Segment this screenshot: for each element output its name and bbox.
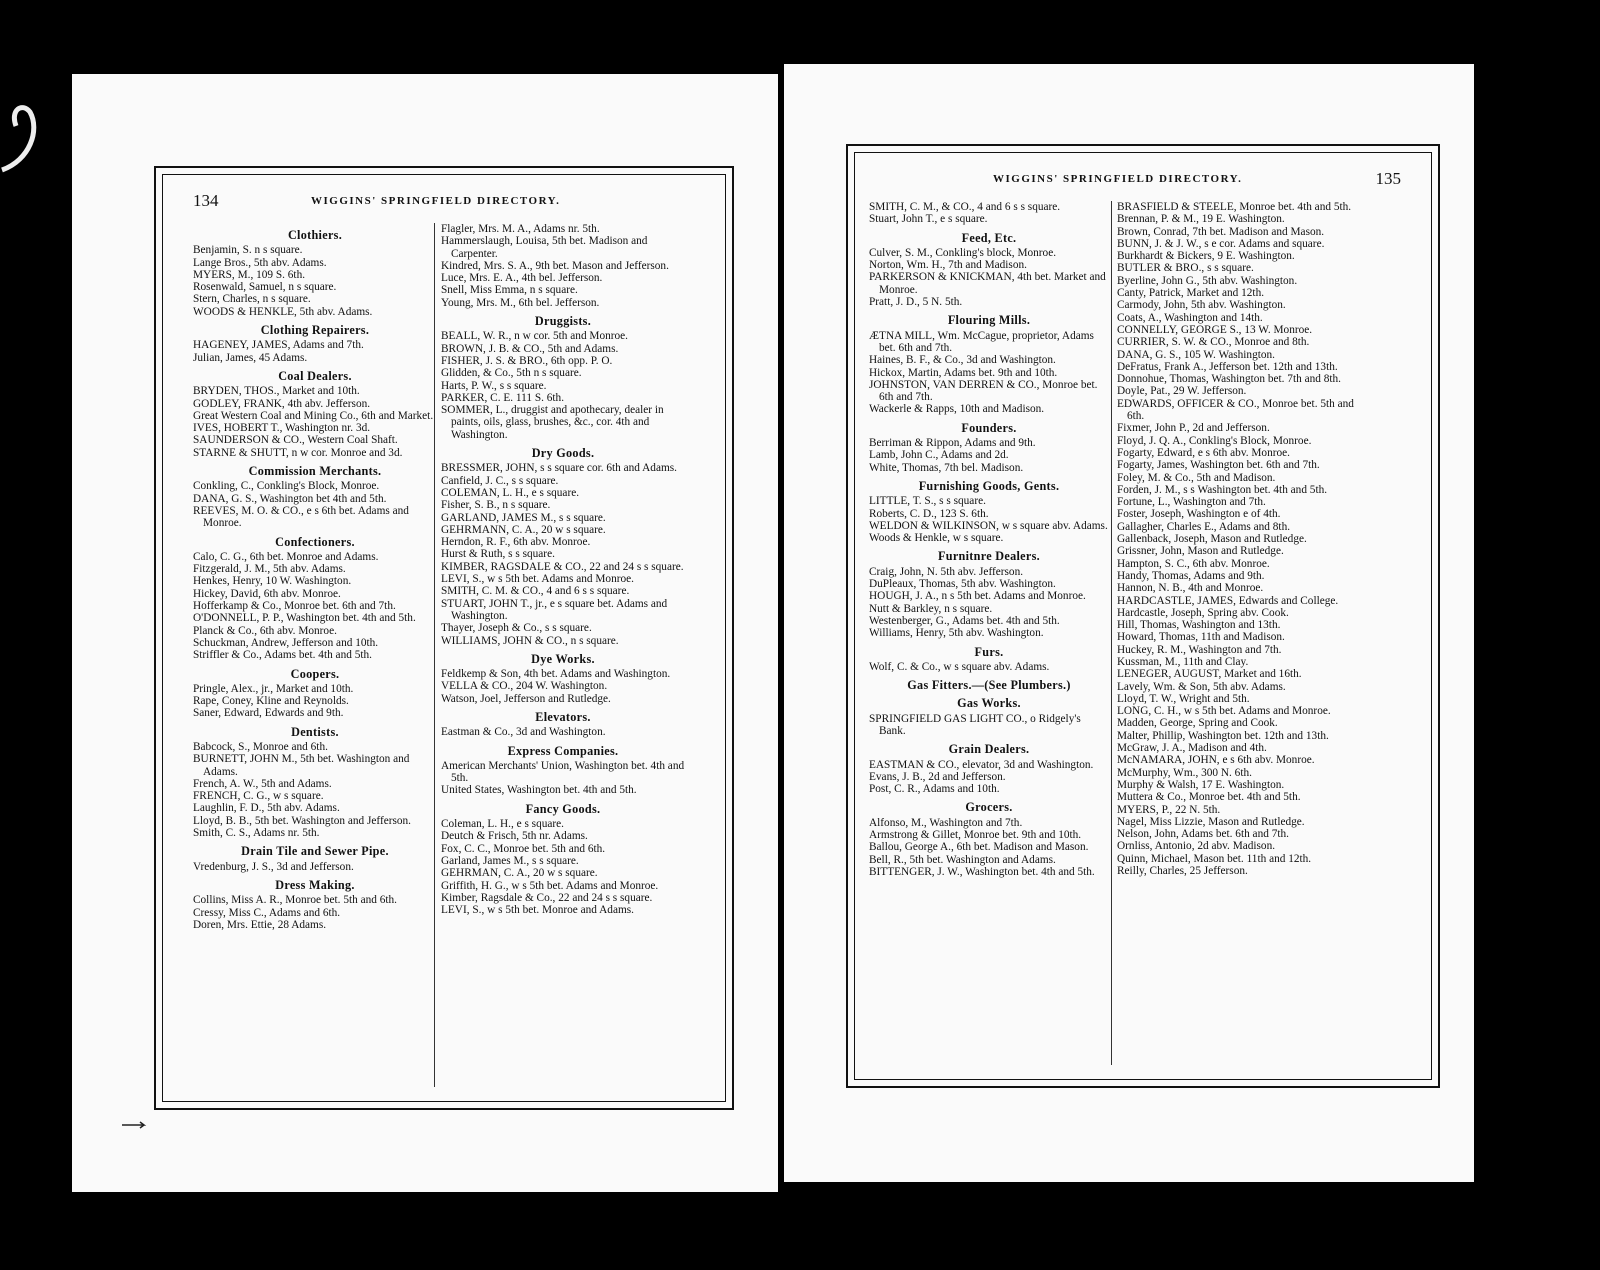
section-heading: Confectioners.: [275, 534, 355, 549]
directory-entry: Nelson, John, Adams bet. 6th and 7th.: [1117, 828, 1289, 841]
directory-entry: Hill, Thomas, Washington and 13th.: [1117, 619, 1281, 632]
directory-entry: Burkhardt & Bickers, 9 E. Washington.: [1117, 250, 1295, 263]
directory-entry: Westenberger, G., Adams bet. 4th and 5th.: [869, 614, 1060, 627]
directory-entry: Armstrong & Gillet, Monroe bet. 9th and 10th.: [869, 829, 1082, 842]
directory-entry: CONNELLY, GEORGE S., 13 W. Monroe.: [1117, 323, 1313, 336]
directory-entry: Planck & Co., 6th abv. Monroe.: [193, 624, 337, 637]
directory-entry: French, A. W., 5th and Adams.: [193, 777, 332, 790]
directory-entry: Harts, P. W., s s square.: [441, 379, 547, 392]
left-page-column-2: [441, 223, 685, 916]
directory-entry: SOMMER, L., druggist and apothecary, dealer in paints, oils, glass, brushes, &c., cor. 4th and Washington.: [441, 404, 664, 441]
directory-entry: Griffith, H. G., w s 5th bet. Adams and Monroe.: [441, 879, 659, 892]
directory-entry: Grissner, John, Mason and Rutledge.: [1117, 545, 1284, 558]
directory-entry: SAUNDERSON & CO., Western Coal Shaft.: [193, 434, 398, 447]
section-heading: Furnitnre Dealers.: [938, 549, 1040, 564]
directory-entry: Calo, C. G., 6th bet. Monroe and Adams.: [193, 550, 379, 563]
directory-entry: MYERS, M., 109 S. 6th.: [193, 268, 306, 281]
directory-entry: DANA, G. S., Washington bet 4th and 5th.: [193, 492, 387, 505]
section-heading: Furs.: [974, 644, 1004, 659]
directory-entry: American Merchants' Union, Washington bet. 4th and 5th.: [441, 759, 685, 785]
directory-entry: Julian, James, 45 Adams.: [193, 351, 308, 364]
directory-entry: Gallagher, Charles E., Adams and 8th.: [1117, 520, 1291, 533]
directory-entry: LEVI, S., w s 5th bet. Adams and Monroe.: [441, 573, 634, 586]
directory-entry: Kimber, Ragsdale & Co., 22 and 24 s s square.: [441, 891, 653, 904]
directory-entry: Great Western Coal and Mining Co., 6th and Market.: [193, 409, 434, 422]
section-heading: Coopers.: [290, 666, 340, 681]
directory-entry: Coleman, L. H., e s square.: [441, 818, 564, 831]
section-heading: Express Companies.: [507, 743, 619, 758]
directory-entry: Garland, James M., s s square.: [441, 854, 579, 867]
directory-entry: Rosenwald, Samuel, n s square.: [193, 281, 337, 294]
directory-entry: Young, Mrs. M., 6th bel. Jefferson.: [441, 296, 600, 309]
right-page-column-2: [1117, 201, 1363, 877]
directory-entry: Haines, B. F., & Co., 3d and Washington.: [869, 354, 1056, 367]
directory-entry: DuPleaux, Thomas, 5th abv. Washington.: [869, 578, 1056, 591]
section-heading: Elevators.: [535, 709, 591, 724]
directory-entry: BRASFIELD & STEELE, Monroe bet. 4th and 5th.: [1117, 201, 1352, 213]
directory-entry: Deutch & Frisch, 5th nr. Adams.: [441, 830, 588, 843]
directory-entry: HOUGH, J. A., n s 5th bet. Adams and Monroe.: [869, 590, 1086, 603]
directory-entry: WOODS & HENKLE, 5th abv. Adams.: [193, 305, 373, 318]
directory-entry: Madden, George, Spring and Cook.: [1117, 717, 1278, 730]
section-heading: Dye Works.: [531, 651, 595, 666]
left-page-header: [175, 185, 713, 219]
directory-entry: DeFratus, Frank A., Jefferson bet. 12th and 13th.: [1117, 360, 1338, 373]
directory-entry: Babcock, S., Monroe and 6th.: [193, 740, 328, 753]
directory-entry: Berriman & Rippon, Adams and 9th.: [869, 437, 1036, 450]
running-title: WIGGINS' SPRINGFIELD DIRECTORY.: [311, 195, 561, 207]
section-heading: Fancy Goods.: [525, 801, 601, 816]
directory-entry: Fortune, L., Washington and 7th.: [1117, 496, 1266, 509]
directory-entry: BITTENGER, J. W., Washington bet. 4th and 5th.: [869, 865, 1095, 878]
directory-entry: WILLIAMS, JOHN & CO., n s square.: [441, 634, 619, 647]
directory-entry: Canfield, J. C., s s square.: [441, 474, 559, 487]
directory-entry: Flagler, Mrs. M. A., Adams nr. 5th.: [441, 223, 600, 235]
directory-entry: Pringle, Alex., jr., Market and 10th.: [193, 682, 354, 695]
section-heading: Clothiers.: [287, 228, 343, 242]
section-heading: Dry Goods.: [531, 446, 595, 461]
directory-entry: Lamb, John C., Adams and 2d.: [869, 449, 1009, 462]
directory-entry: JOHNSTON, VAN DERREN & CO., Monroe bet. 6th and 7th.: [869, 378, 1098, 404]
directory-entry: BUNN, J. & J. W., s e cor. Adams and square.: [1117, 237, 1325, 250]
directory-entry: Post, C. R., Adams and 10th.: [869, 783, 1000, 796]
directory-entry: STUART, JOHN T., jr., e s square bet. Adams and Washington.: [441, 597, 668, 622]
directory-entry: Eastman & Co., 3d and Washington.: [441, 726, 606, 739]
directory-entry: DANA, G. S., 105 W. Washington.: [1117, 348, 1275, 361]
section-heading: Coal Dealers.: [278, 368, 352, 383]
directory-entry: Williams, Henry, 5th abv. Washington.: [869, 627, 1044, 640]
directory-entry: Herndon, R. F., 6th abv. Monroe.: [441, 536, 591, 549]
section-heading: Drain Tile and Sewer Pipe.: [241, 844, 389, 859]
directory-entry: IVES, HOBERT T., Washington nr. 3d.: [193, 422, 371, 435]
section-heading: Commission Merchants.: [248, 464, 382, 479]
directory-entry: Luce, Mrs. E. A., 4th bel. Jefferson.: [441, 272, 603, 285]
directory-entry: LENEGER, AUGUST, Market and 16th.: [1117, 668, 1302, 681]
directory-entry: PARKER, C. E. 111 S. 6th.: [441, 391, 565, 404]
directory-entry: Nagel, Miss Lizzie, Mason and Rutledge.: [1117, 815, 1305, 828]
directory-entry: REEVES, M. O. & CO., e s 6th bet. Adams and Monroe.: [193, 504, 409, 530]
directory-entry: Foley, M. & Co., 5th and Madison.: [1117, 471, 1276, 484]
directory-entry: Hannon, N. B., 4th and Monroe.: [1117, 582, 1264, 595]
directory-entry: Foster, Joseph, Washington e of 4th.: [1117, 508, 1281, 521]
directory-entry: Vredenburg, J. S., 3d and Jefferson.: [193, 860, 354, 873]
directory-entry: Evans, J. B., 2d and Jefferson.: [869, 770, 1006, 783]
column-divider: [434, 223, 435, 1087]
directory-entry: Kussman, M., 11th and Clay.: [1117, 655, 1249, 668]
page-number: 134: [193, 191, 219, 210]
directory-entry: Hickox, Martin, Adams bet. 9th and 10th.: [869, 366, 1058, 379]
directory-entry: Brown, Conrad, 7th bet. Madison and Mason.: [1117, 225, 1325, 238]
directory-entry: Byerline, John G., 5th abv. Washington.: [1117, 274, 1298, 287]
directory-entry: Brennan, P. & M., 19 E. Washington.: [1117, 213, 1285, 226]
directory-entry: Fitzgerald, J. M., 5th abv. Adams.: [193, 563, 346, 576]
directory-entry: Laughlin, F. D., 5th abv. Adams.: [193, 802, 340, 815]
directory-entry: STARNE & SHUTT, n w cor. Monroe and 3d.: [193, 446, 403, 459]
directory-entry: GODLEY, FRANK, 4th abv. Jefferson.: [193, 397, 371, 410]
directory-entry: BRYDEN, THOS., Market and 10th.: [193, 385, 360, 398]
directory-entry: Howard, Thomas, 11th and Madison.: [1117, 631, 1285, 644]
directory-entry: Stuart, John T., e s square.: [869, 213, 988, 226]
left-page-border: [154, 166, 734, 1110]
left-page-column-1: [193, 223, 437, 931]
directory-entry: Ballou, George A., 6th bet. Madison and Mason.: [869, 841, 1089, 854]
directory-entry: SPRINGFIELD GAS LIGHT CO., o Ridgely's Bank.: [869, 712, 1081, 737]
section-heading: Gas Works.: [957, 696, 1021, 711]
directory-entry: Doyle, Pat., 29 W. Jefferson.: [1117, 385, 1247, 398]
page-number: 135: [1375, 169, 1401, 188]
directory-entry: GARLAND, JAMES M., s s square.: [441, 511, 606, 524]
directory-entry: McNAMARA, JOHN, e s 6th abv. Monroe.: [1117, 754, 1315, 767]
directory-entry: BEALL, W. R., n w cor. 5th and Monroe.: [441, 330, 629, 343]
directory-entry: Lloyd, B. B., 5th bet. Washington and Jefferson.: [193, 814, 411, 827]
directory-entry: LITTLE, T. S., s s square.: [869, 495, 986, 508]
directory-entry: Watson, Joel, Jefferson and Rutledge.: [441, 692, 611, 705]
directory-entry: McMurphy, Wm., 300 N. 6th.: [1117, 766, 1252, 779]
directory-entry: Bell, R., 5th bet. Washington and Adams.: [869, 853, 1056, 866]
directory-entry: LONG, C. H., w s 5th bet. Adams and Monroe.: [1117, 705, 1331, 718]
section-heading: Gas Fitters.—(See Plumbers.): [907, 678, 1071, 693]
directory-entry: Hofferkamp & Co., Monroe bet. 6th and 7th.: [193, 600, 396, 613]
directory-entry: Cressy, Miss C., Adams and 6th.: [193, 906, 341, 919]
directory-entry: KIMBER, RAGSDALE & CO., 22 and 24 s s square.: [441, 560, 684, 573]
directory-entry: WELDON & WILKINSON, w s square abv. Adams.: [869, 519, 1108, 532]
directory-entry: Schuckman, Andrew, Jefferson and 10th.: [193, 636, 379, 649]
section-heading: Clothing Repairers.: [260, 323, 370, 338]
section-heading: Grocers.: [965, 800, 1013, 815]
directory-entry: Kindred, Mrs. S. A., 9th bet. Mason and Jefferson.: [441, 259, 669, 272]
directory-entry: Feldkemp & Son, 4th bet. Adams and Washington.: [441, 668, 671, 681]
directory-entry: Hardcastle, Joseph, Spring abv. Cook.: [1117, 606, 1289, 619]
section-heading: Dentists.: [291, 724, 339, 739]
directory-entry: Collins, Miss A. R., Monroe bet. 5th and 6th.: [193, 894, 397, 907]
directory-entry: Smith, C. S., Adams nr. 5th.: [193, 827, 320, 840]
directory-entry: SMITH, C. M., & CO., 4 and 6 s s square.: [869, 201, 1061, 213]
directory-entry: Wackerle & Rapps, 10th and Madison.: [869, 403, 1045, 416]
directory-entry: PARKERSON & KNICKMAN, 4th bet. Market and Monroe.: [869, 271, 1106, 296]
directory-entry: Fox, C. C., Monroe bet. 5th and 6th.: [441, 842, 606, 855]
directory-entry: Saner, Edward, Edwards and 9th.: [193, 707, 344, 720]
directory-entry: Benjamin, S. n s square.: [193, 244, 303, 257]
directory-entry: Culver, S. M., Conkling's block, Monroe.: [869, 246, 1057, 259]
right-page-header: [867, 163, 1419, 197]
directory-entry: EASTMAN & CO., elevator, 3d and Washington.: [869, 758, 1094, 771]
directory-entry: GEHRMAN, C. A., 20 w s square.: [441, 867, 598, 880]
directory-entry: Conkling, C., Conkling's Block, Monroe.: [193, 480, 380, 493]
directory-entry: Alfonso, M., Washington and 7th.: [869, 816, 1023, 829]
directory-entry: FISHER, J. S. & BRO., 6th opp. P. O.: [441, 354, 613, 367]
directory-entry: Forden, J. M., s s Washington bet. 4th and 5th.: [1117, 483, 1328, 496]
directory-entry: Hurst & Ruth, s s square.: [441, 548, 555, 561]
directory-entry: Stern, Charles, n s square.: [193, 293, 311, 306]
directory-entry: Carmody, John, 5th abv. Washington.: [1117, 299, 1286, 312]
directory-entry: Striffler & Co., Adams bet. 4th and 5th.: [193, 649, 372, 662]
directory-entry: Huckey, R. M., Washington and 7th.: [1117, 643, 1282, 656]
directory-entry: Malter, Phillip, Washington bet. 12th and 13th.: [1117, 729, 1329, 742]
section-heading: Druggists.: [534, 314, 592, 329]
directory-entry: HARDCASTLE, JAMES, Edwards and College.: [1117, 594, 1339, 607]
directory-entry: Hickey, David, 6th abv. Monroe.: [193, 587, 341, 600]
directory-entry: EDWARDS, OFFICER & CO., Monroe bet. 5th and 6th.: [1117, 397, 1354, 423]
directory-entry: Thayer, Joseph & Co., s s square.: [441, 622, 592, 635]
directory-entry: Snell, Miss Emma, n s square.: [441, 284, 578, 297]
directory-entry: COLEMAN, L. H., e s square.: [441, 486, 580, 499]
directory-entry: O'DONNELL, P. P., Washington bet. 4th and 5th.: [193, 612, 416, 625]
directory-entry: Muttera & Co., Monroe bet. 4th and 5th.: [1117, 791, 1301, 804]
directory-entry: Hammerslaugh, Louisa, 5th bet. Madison and Carpenter.: [441, 235, 648, 260]
directory-entry: United States, Washington bet. 4th and 5th.: [441, 784, 637, 797]
directory-entry: Donnohue, Thomas, Washington bet. 7th and 8th.: [1117, 373, 1341, 386]
directory-entry: Murphy & Walsh, 17 E. Washington.: [1117, 778, 1285, 791]
directory-entry: Glidden, & Co., 5th n s square.: [441, 367, 582, 380]
margin-tick-mark: [122, 1120, 152, 1130]
directory-entry: Fogarty, Edward, e s 6th abv. Monroe.: [1117, 446, 1290, 459]
directory-entry: Nutt & Barkley, n s square.: [869, 602, 993, 615]
directory-entry: Fixmer, John P., 2d and Jefferson.: [1117, 422, 1270, 435]
directory-entry: Woods & Henkle, w s square.: [869, 532, 1004, 545]
directory-entry: Handy, Thomas, Adams and 9th.: [1117, 569, 1265, 582]
directory-entry: White, Thomas, 7th bel. Madison.: [869, 461, 1024, 474]
directory-entry: Doren, Mrs. Ettie, 28 Adams.: [193, 918, 327, 931]
section-heading: Founders.: [961, 420, 1017, 435]
directory-entry: Gallenback, Joseph, Mason and Rutledge.: [1117, 533, 1307, 546]
film-edge-mark: [0, 100, 44, 180]
directory-entry: LEVI, S., w s 5th bet. Monroe and Adams.: [441, 904, 634, 917]
directory-entry: Ornliss, Antonio, 2d abv. Madison.: [1117, 840, 1276, 853]
directory-entry: CURRIER, S. W. & CO., Monroe and 8th.: [1117, 336, 1310, 349]
directory-entry: HAGENEY, JAMES, Adams and 7th.: [193, 339, 364, 352]
directory-entry: Wolf, C. & Co., w s square abv. Adams.: [869, 660, 1050, 673]
section-heading: Grain Dealers.: [948, 742, 1030, 757]
directory-entry: BROWN, J. B. & CO., 5th and Adams.: [441, 342, 619, 355]
directory-entry: Canty, Patrick, Market and 12th.: [1117, 287, 1265, 300]
left-page: [72, 74, 778, 1192]
directory-entry: Floyd, J. Q. A., Conkling's Block, Monroe.: [1117, 434, 1312, 447]
right-page: [784, 64, 1474, 1182]
running-title: WIGGINS' SPRINGFIELD DIRECTORY.: [993, 173, 1243, 185]
directory-entry: Reilly, Charles, 25 Jefferson.: [1117, 865, 1248, 878]
directory-entry: MYERS, P., 22 N. 5th.: [1117, 803, 1221, 816]
directory-entry: Lavely, Wm. & Son, 5th abv. Adams.: [1117, 680, 1286, 693]
directory-entry: McGraw, J. A., Madison and 4th.: [1117, 742, 1267, 755]
right-page-column-1: [869, 201, 1109, 878]
directory-entry: Norton, Wm. H., 7th and Madison.: [869, 259, 1027, 272]
directory-entry: Lange Bros., 5th abv. Adams.: [193, 256, 327, 269]
section-heading: Feed, Etc.: [961, 230, 1017, 245]
directory-entry: Fogarty, James, Washington bet. 6th and 7th.: [1117, 459, 1320, 472]
directory-entry: Lloyd, T. W., Wright and 5th.: [1117, 692, 1250, 705]
directory-entry: Rape, Coney, Kline and Reynolds.: [193, 695, 349, 708]
directory-entry: SMITH, C. M. & CO., 4 and 6 s s square.: [441, 585, 630, 598]
directory-entry: GEHRMANN, C. A., 20 w s square.: [441, 523, 606, 536]
directory-entry: ÆTNA MILL, Wm. McCague, proprietor, Adams bet. 6th and 7th.: [869, 329, 1094, 354]
directory-entry: Hampton, S. C., 6th abv. Monroe.: [1117, 557, 1270, 570]
directory-entry: BRESSMER, JOHN, s s square cor. 6th and Adams.: [441, 462, 677, 475]
directory-entry: Craig, John, N. 5th abv. Jefferson.: [869, 565, 1024, 578]
directory-entry: FRENCH, C. G., w s square.: [193, 790, 324, 803]
section-heading: Furnishing Goods, Gents.: [918, 478, 1060, 493]
section-heading: Dress Making.: [275, 877, 355, 892]
directory-entry: Henkes, Henry, 10 W. Washington.: [193, 575, 352, 588]
section-heading: Flouring Mills.: [947, 313, 1031, 328]
directory-entry: Coats, A., Washington and 14th.: [1117, 311, 1263, 324]
directory-entry: Quinn, Michael, Mason bet. 11th and 12th.: [1117, 852, 1312, 865]
directory-entry: BURNETT, JOHN M., 5th bet. Washington and Adams.: [193, 753, 410, 778]
directory-entry: BUTLER & BRO., s s square.: [1117, 262, 1254, 275]
right-page-border: [846, 144, 1440, 1088]
directory-entry: Roberts, C. D., 123 S. 6th.: [869, 507, 989, 520]
directory-entry: VELLA & CO., 204 W. Washington.: [441, 680, 608, 693]
directory-entry: Pratt, J. D., 5 N. 5th.: [869, 296, 963, 309]
directory-entry: Fisher, S. B., n s square.: [441, 499, 551, 512]
column-divider: [1111, 201, 1112, 1065]
